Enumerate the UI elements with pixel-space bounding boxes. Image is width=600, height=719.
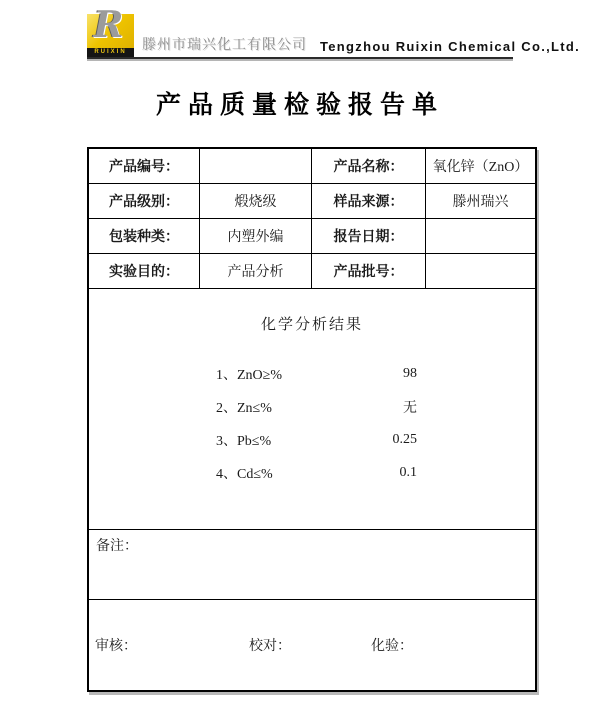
analysis-item-value: 无 [403, 400, 417, 416]
packaging-type-label: 包装种类： [89, 219, 200, 253]
analysis-item-name: 4、Cd≤% [216, 466, 273, 482]
product-grade-value: 煅烧级 [200, 184, 312, 218]
analysis-results-section [89, 289, 535, 530]
analysis-item-name: 2、Zn≤% [216, 400, 272, 416]
analysis-item-name: 1、ZnO≥% [216, 367, 283, 383]
product-name-label: 产品名称： [312, 149, 426, 183]
product-grade-label: 产品级别： [89, 184, 200, 218]
batch-number-label: 产品批号： [312, 254, 426, 288]
remarks-label: 备注： [96, 539, 138, 554]
product-code-value [200, 149, 312, 183]
proofreader-label: 校对： [249, 639, 291, 654]
packaging-type-value: 内塑外编 [200, 219, 312, 253]
company-name-chinese: 滕州市瑞兴化工有限公司 [142, 38, 307, 53]
analysis-item-pb [89, 423, 535, 456]
table-row [89, 219, 535, 254]
report-date-value [426, 219, 535, 253]
analysis-item-value: 0.1 [399, 464, 417, 480]
table-row [89, 254, 535, 289]
report-header [87, 4, 581, 57]
test-purpose-value: 产品分析 [200, 254, 312, 288]
reviewer-label: 审核： [95, 639, 137, 654]
company-logo [87, 4, 134, 57]
header-divider [87, 57, 513, 59]
analysis-item-zn [89, 390, 535, 423]
remarks-section [89, 530, 535, 600]
product-name-value: 氧化锌（ZnO） [432, 160, 529, 175]
analysis-item-cd [89, 456, 535, 489]
report-table [87, 147, 537, 692]
batch-number-value [426, 254, 535, 288]
test-purpose-label: 实验目的： [89, 254, 200, 288]
analysis-item-value: 98 [403, 365, 417, 381]
analysis-list [89, 357, 535, 489]
report-title: 产品质量检验报告单 [155, 91, 444, 119]
analysis-item-zno [89, 357, 535, 390]
company-name-english: Tengzhou Ruixin Chemical Co.,Ltd. [320, 39, 581, 54]
product-code-label: 产品编号： [89, 149, 200, 183]
sample-source-label: 样品来源： [312, 184, 426, 218]
analysis-item-value: 0.25 [392, 431, 417, 447]
table-row [89, 184, 535, 219]
report-date-label: 报告日期： [312, 219, 426, 253]
signoff-section [89, 600, 535, 690]
analysis-heading: 化学分析结果 [260, 317, 363, 333]
sample-source-value: 滕州瑞兴 [452, 195, 509, 210]
logo-brand-text: RUIXIN [87, 48, 134, 57]
logo-r-glyph: R [93, 4, 124, 46]
analysis-item-name: 3、Pb≤% [216, 433, 272, 449]
tester-label: 化验： [371, 639, 413, 654]
table-row [89, 149, 535, 184]
